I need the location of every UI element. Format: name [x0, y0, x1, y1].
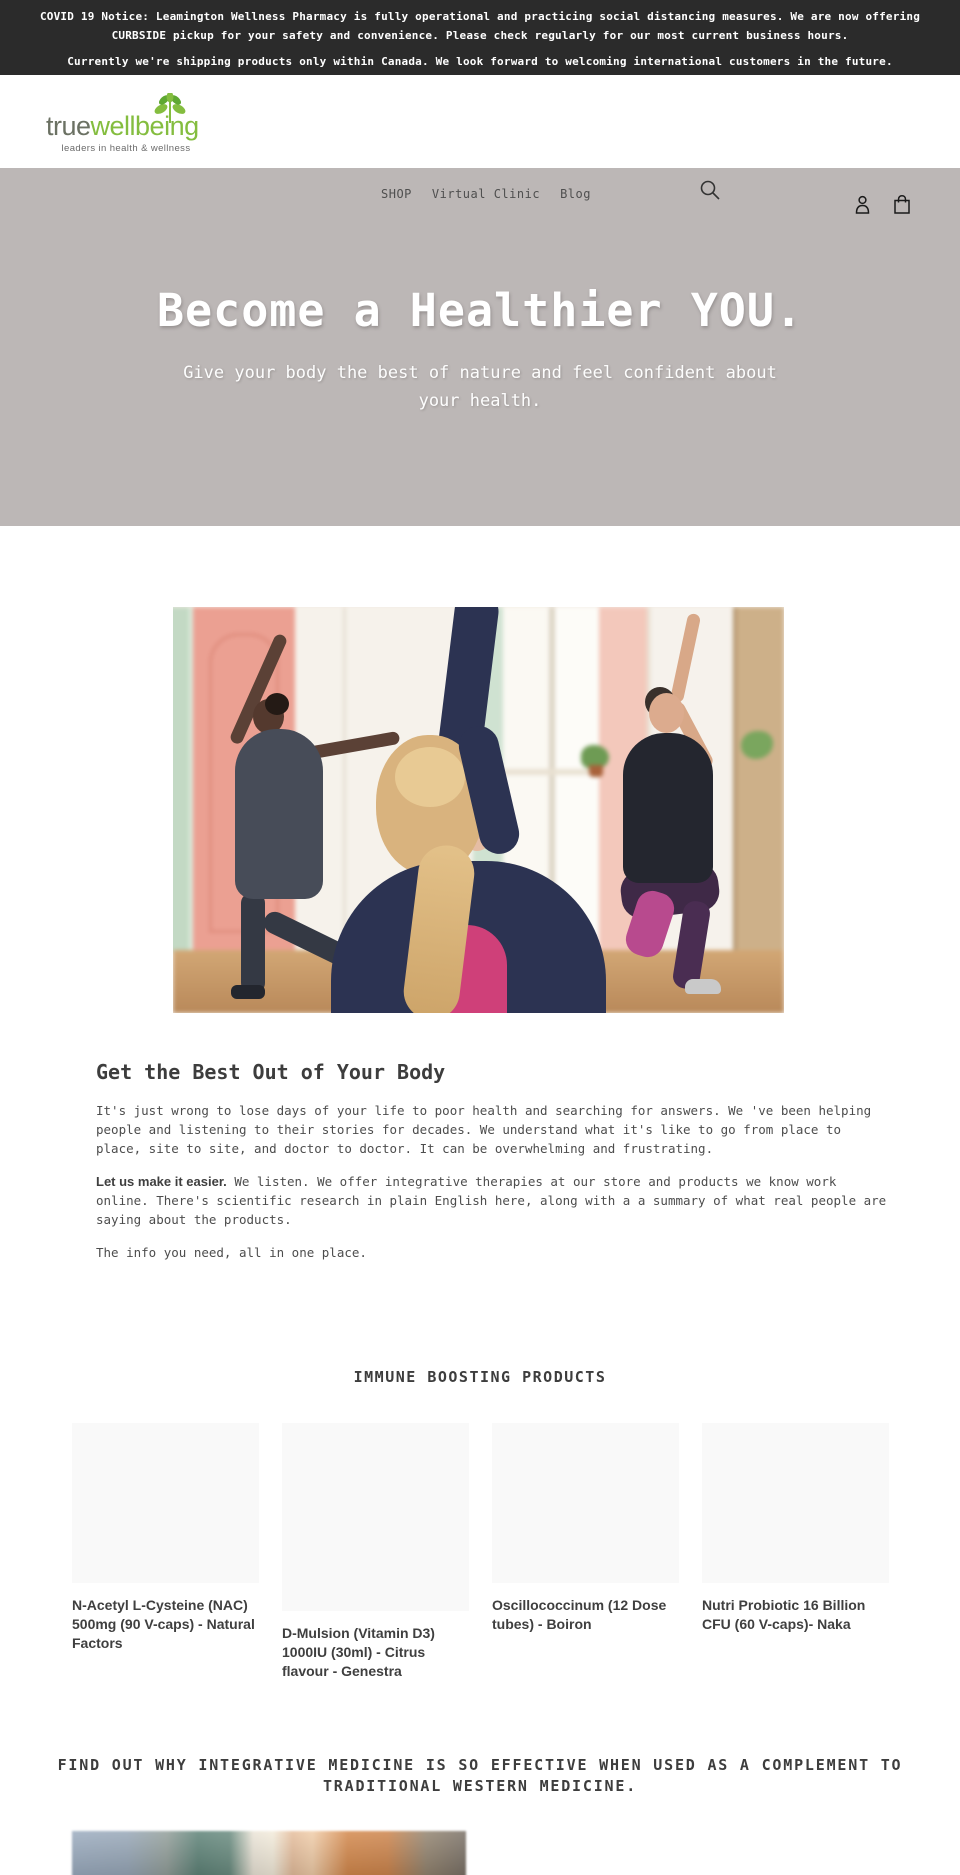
- product-image-placeholder: [282, 1423, 469, 1611]
- product-card[interactable]: [492, 1423, 679, 1681]
- shipping-notice-text: Currently we're shipping products only within Canada. We look forward to welcoming international customers in the future.: [67, 55, 893, 68]
- nav-item-blog[interactable]: Blog: [560, 187, 591, 201]
- cart-bag-icon[interactable]: [892, 194, 912, 215]
- hero-subtitle: Give your body the best of nature and feel confident about your health.: [183, 363, 777, 411]
- mint-door: [173, 607, 193, 952]
- door-frame-line: [343, 607, 346, 957]
- product-card[interactable]: [282, 1423, 469, 1681]
- main-nav: [381, 187, 591, 201]
- left-woman-hair-bun: [265, 693, 289, 715]
- integrative-medicine-heading: FIND OUT WHY INTEGRATIVE MEDICINE IS SO EFFECTIVE WHEN USED AS A COMPLEMENT TO TRADITIONAL WESTERN MEDICINE.: [57, 1756, 903, 1795]
- center-woman-hair-highlight: [395, 747, 465, 807]
- logo-word-wellbeing: wellbeing: [90, 111, 199, 141]
- product-card[interactable]: [72, 1423, 259, 1681]
- product-grid: [72, 1423, 889, 1681]
- products-heading: IMMUNE BOOSTING PRODUCTS: [353, 1368, 607, 1386]
- hero-banner: [0, 168, 960, 526]
- right-woman-sneaker: [685, 979, 721, 994]
- leaf-logo-icon: [149, 93, 191, 129]
- product-title[interactable]: N-Acetyl L-Cysteine (NAC) 500mg (90 V-caps) - Natural Factors: [72, 1597, 255, 1651]
- product-image-placeholder: [702, 1423, 889, 1583]
- wood-wall: [733, 607, 784, 957]
- left-woman-torso: [235, 729, 323, 899]
- intro-paragraph-2-lead: Let us make it easier.: [96, 1174, 227, 1189]
- intro-paragraph-1: It's just wrong to lose days of your life to poor health and searching for answers. We 've been helping people and listening to their stories for decades. We understand what it's like to go from place to place, site to site, and doctor to doctor. It can be overwhelming and frustrating.: [96, 1103, 872, 1156]
- intro-heading: Get the Best Out of Your Body: [96, 1060, 446, 1084]
- announcement-bar: [0, 0, 960, 75]
- window-sill: [501, 769, 601, 775]
- plant-pot: [589, 765, 603, 777]
- product-card[interactable]: [702, 1423, 889, 1681]
- logo-word-true: true: [46, 111, 91, 141]
- left-woman-foot: [231, 985, 265, 999]
- intro-paragraph-2: [96, 1172, 888, 1229]
- product-image-placeholder: [72, 1423, 259, 1583]
- product-image-placeholder: [492, 1423, 679, 1583]
- pharmacy-interior-photo-partial: [72, 1831, 466, 1875]
- logo-tagline: leaders in health & wellness: [61, 143, 191, 154]
- nav-item-shop[interactable]: SHOP: [381, 187, 412, 201]
- site-header: [0, 75, 960, 201]
- logo[interactable]: [46, 81, 216, 154]
- hero-title: Become a Healthier YOU.: [156, 284, 804, 337]
- search-icon[interactable]: [698, 178, 722, 202]
- covid-notice-text: COVID 19 Notice: Leamington Wellness Pharmacy is fully operational and practicing social distancing measures. We are now offering CURBSIDE pickup for your safety and convenience. Please check regularly for our most current business hours.: [39, 10, 921, 42]
- account-person-icon[interactable]: [852, 194, 873, 215]
- nav-item-virtual-clinic[interactable]: Virtual Clinic: [431, 187, 541, 201]
- left-woman-front-leg: [241, 893, 265, 993]
- product-title[interactable]: Nutri Probiotic 16 Billion CFU (60 V-caps)- Naka: [702, 1597, 866, 1632]
- intro-paragraph-2-rest: We listen. We offer integrative therapies at our store and products we know work online. There's scientific research in plain English here, along with a a summary of what real people are saying about the products.: [96, 1174, 887, 1227]
- right-woman-torso: [623, 733, 713, 883]
- yoga-class-photo: [173, 607, 784, 1013]
- product-title[interactable]: Oscillococcinum (12 Dose tubes) - Boiron: [492, 1597, 667, 1632]
- intro-paragraph-3: The info you need, all in one place.: [96, 1245, 367, 1260]
- right-woman-head: [649, 693, 684, 733]
- product-title[interactable]: D-Mulsion (Vitamin D3) 1000IU (30ml) - Citrus flavour - Genestra: [282, 1625, 435, 1679]
- products-section: [0, 1368, 960, 1681]
- intro-section: [96, 1060, 888, 1262]
